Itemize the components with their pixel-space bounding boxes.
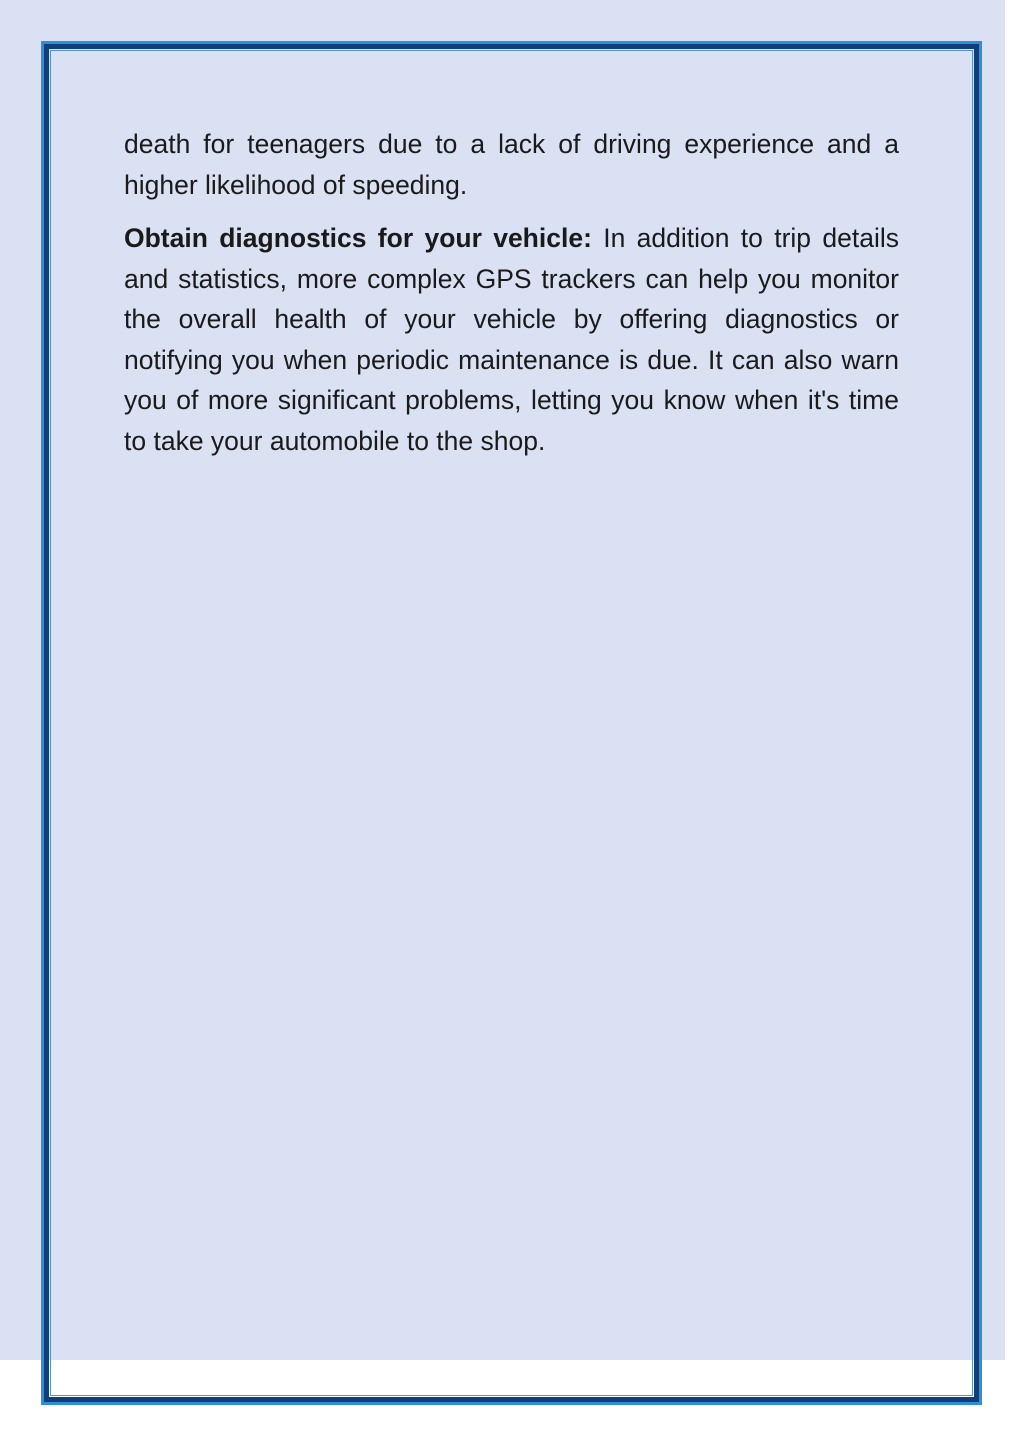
paragraph-text: In addition to trip details and statistics, more complex GPS trackers can help you monitor the overall health of your vehicle by offering diagnostics or notifying you when periodic maintenance is due. It can also warn you of more significant problems, letting you know when it's time to take your automobile to the shop. [124, 223, 899, 456]
document-body [124, 124, 899, 474]
paragraph-continuation [124, 124, 899, 205]
paragraph-text: death for teenagers due to a lack of driving experience and a higher likelihood of speeding. [124, 129, 899, 200]
paragraph-lead-heading: Obtain diagnostics for your vehicle: [124, 223, 592, 253]
paragraph-diagnostics [124, 218, 899, 461]
